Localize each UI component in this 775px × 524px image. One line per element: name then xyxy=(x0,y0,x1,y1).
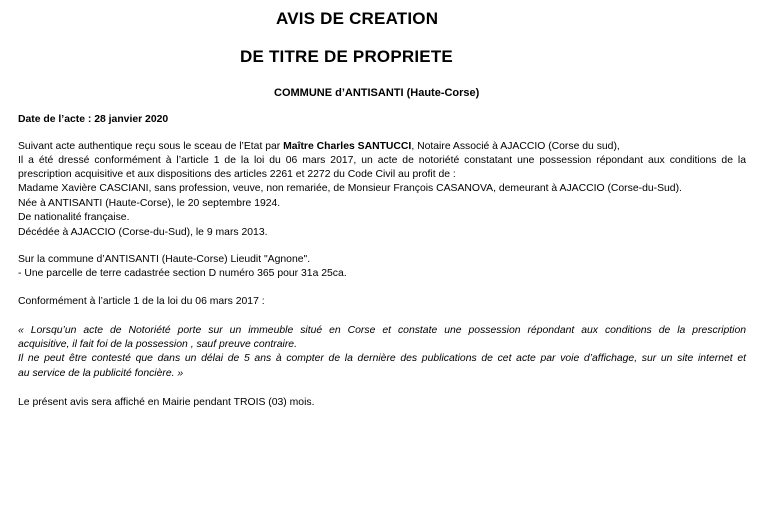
quote-line2: acquisitive, il fait foi de la possession , sauf preuve contraire. xyxy=(18,339,297,350)
quote-line1 xyxy=(18,324,746,338)
para1-line7: Décédée à AJACCIO (Corse-du-Sud), le 9 mars 2013. xyxy=(18,227,268,238)
date-of-deed: Date de l’acte : 28 janvier 2020 xyxy=(18,114,169,125)
quote-line4: au service de la publicité foncière. » xyxy=(18,368,184,379)
para1-line5: Née à ANTISANTI (Haute-Corse), le 20 septembre 1924. xyxy=(18,198,281,209)
para3: Conformément à l’article 1 de la loi du 06 mars 2017 : xyxy=(18,296,265,307)
para1-line1-suffix: , Notaire Associé à AJACCIO (Corse du sud), xyxy=(411,141,620,152)
quote-line1-text: « Lorsqu’un acte de Notoriété porte sur un immeuble situé en Corse et constate une possession répondant aux conditions de la prescription xyxy=(18,325,746,336)
para1-line1 xyxy=(18,140,620,154)
quote-line3 xyxy=(18,352,746,366)
para1-line4: Madame Xavière CASCIANI, sans profession, veuve, non remariée, de Monsieur François CASANOVA, demeurant à AJACCIO (Corse-du-Sud). xyxy=(18,183,682,194)
title-line-2: DE TITRE DE PROPRIETE xyxy=(240,47,453,66)
closing-statement: Le présent avis sera affiché en Mairie pendant TROIS (03) mois. xyxy=(18,397,315,408)
para1-line2-text: Il a été dressé conformément à l’article 1 de la loi du 06 mars 2017, un acte de notoriété constatant une possession répondant aux conditions de la xyxy=(18,155,746,166)
quote-line3-text: Il ne peut être contesté que dans un délai de 5 ans à compter de la dernière des publications de cet acte par voie d’affichage, sur un site internet et xyxy=(18,353,746,364)
para1-line6: De nationalité française. xyxy=(18,212,130,223)
para1-line2 xyxy=(18,154,746,168)
title-line-1: AVIS DE CREATION xyxy=(276,9,439,28)
notary-name: Maître Charles SANTUCCI xyxy=(283,141,412,152)
para2-line2: - Une parcelle de terre cadastrée section D numéro 365 pour 31a 25ca. xyxy=(18,268,347,279)
commune-heading: COMMUNE d’ANTISANTI (Haute-Corse) xyxy=(274,87,480,99)
para1-line3: prescription acquisitive et aux dispositions des articles 2261 et 2272 du Code Civil au profit de : xyxy=(18,169,456,180)
para1-line1-prefix: Suivant acte authentique reçu sous le sceau de l’Etat par xyxy=(18,141,284,152)
para2-line1: Sur la commune d’ANTISANTI (Haute-Corse) Lieudit "Agnone". xyxy=(18,254,311,265)
